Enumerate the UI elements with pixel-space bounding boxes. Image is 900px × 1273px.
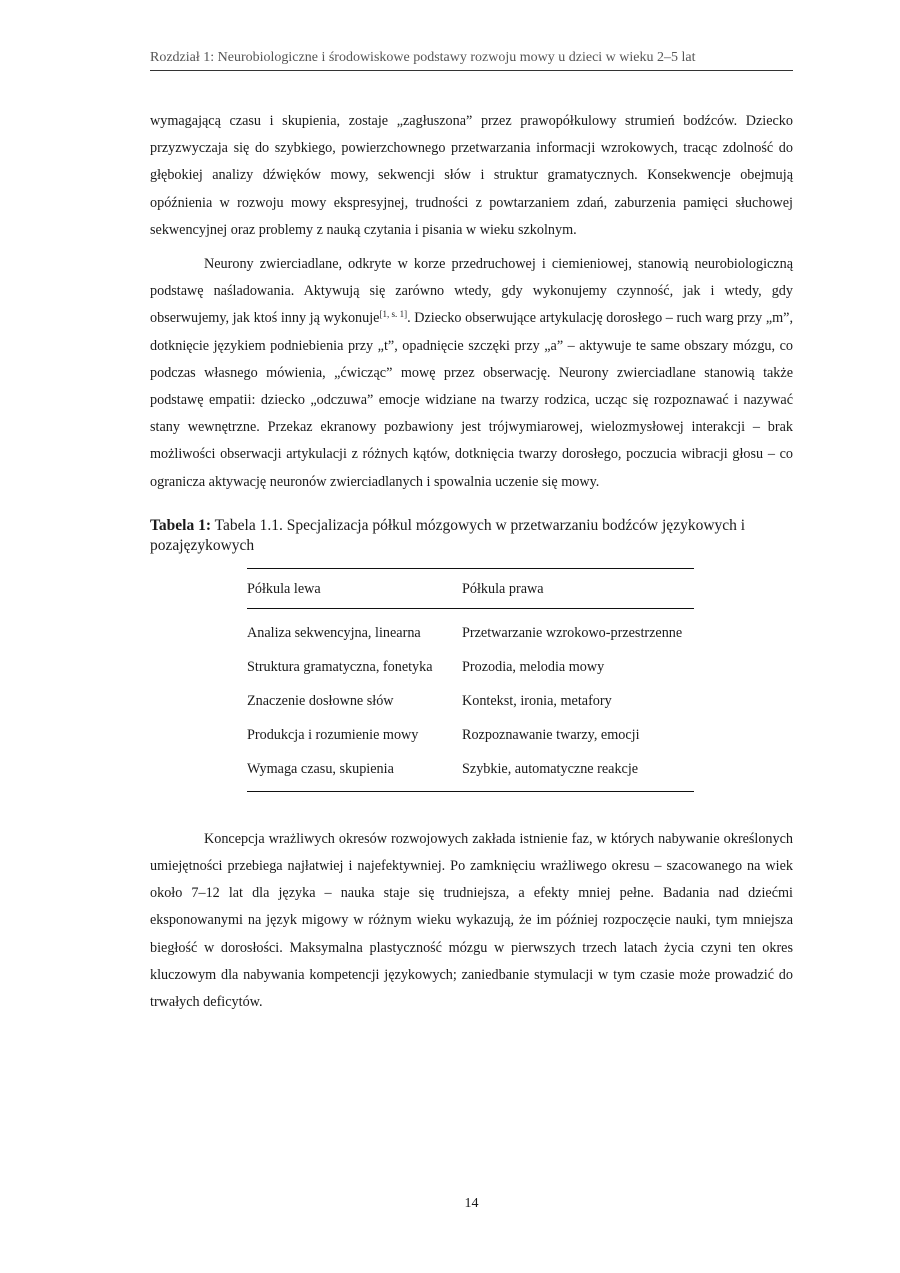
table-cell: Przetwarzanie wzrokowo-przestrzenne — [462, 625, 683, 642]
table-row — [247, 651, 694, 685]
table-cell: Produkcja i rozumienie mowy — [247, 727, 419, 744]
table-header-row — [247, 568, 694, 608]
table-cell: Struktura gramatyczna, fonetyka — [247, 659, 433, 676]
body-text — [150, 108, 793, 1016]
paragraph-sensitive-periods: Koncepcja wrażliwych okresów rozwojowych zakłada istnienie faz, w których nabywanie określonych umiejętności przebiega najłatwiej i najefektywniej. Po zamknięciu wrażliwego okresu – szacowanego na wiek około 7–12 lat dla języka – nauka staje się trudniejsza, a efekty mniej pełne. Badania nad dziećmi eksponowanymi na język migowy w różnym wieku wykazują, że im później rozpoczęcie nauki, tym mniejsza biegłość w dorosłości. Maksymalna plastyczność mózgu w pierwszych trzech latach życia czyni ten okres kluczowym dla nabywania kompetencji językowych; zaniedbanie stymulacji w tym czasie może prowadzić do trwałych deficytów. — [150, 830, 793, 1011]
table-row — [247, 753, 694, 792]
citation: [1, s. 1] — [379, 309, 408, 320]
table-cell: Znaczenie dosłowne słów — [247, 693, 394, 710]
table-row — [247, 719, 694, 753]
table-caption-label: Tabela 1: — [150, 516, 212, 534]
column-header-left: Półkula lewa — [247, 568, 462, 608]
paragraph-mirror-neurons — [150, 251, 793, 496]
paragraph-text: Neurony zwierciadlane, odkryte w korze przedruchowej i ciemieniowej, stanowią neurobiologiczną podstawę naśladowania. Aktywują się zarówno wtedy, gdy wykonujemy czynność, jak i wtedy, gdy obserwujemy, jak ktoś inny ją wykonuje — [150, 256, 793, 327]
running-header: Rozdział 1: Neurobiologiczne i środowiskowe podstawy rozwoju mowy u dzieci w wieku 2–5 lat — [150, 50, 793, 71]
table-caption — [150, 516, 793, 556]
hemisphere-table — [247, 568, 694, 792]
table-cell: Rozpoznawanie twarzy, emocji — [462, 727, 640, 744]
column-header-right: Półkula prawa — [462, 568, 694, 608]
table-cell: Analiza sekwencyjna, linearna — [247, 625, 421, 642]
paragraph-continuation: wymagającą czasu i skupienia, zostaje „zagłuszona” przez prawopółkulowy strumień bodźców. Dziecko przyzwyczaja się do szybkiego, powierzchownego przetwarzania informacji wzrokowych, tracąc zdolność do głębokiej analizy dźwięków mowy, sekwencji słów i struktur gramatycznych. Konsekwencje obejmują opóźnienia w rozwoju mowy ekspresyjnej, trudności z powtarzaniem zdań, zaburzenia pamięci słuchowej sekwencyjnej oraz problemy z nauką czytania i pisania w wieku szkolnym. — [150, 113, 793, 238]
table-cell: Szybkie, automatyczne reakcje — [462, 753, 694, 792]
paragraph-text: . Dziecko obserwujące artykulację dorosłego – ruch warg przy „m”, dotknięcie językiem podniebienia przy „t”, opadnięcie szczęki przy „a” – aktywuje te same obszary mózgu, co podczas własnego mówienia, „ćwicząc” mowę przez obserwację. Neurony zwierciadlane stanowią także podstawę empatii: dziecko „odczuwa” emocje widziane na twarzy rodzica, ucząc się rozpoznawać i nazywać stany wewnętrzne. Przekaz ekranowy pozbawiony jest trójwymiarowej, wielozmysłowej interakcji – brak możliwości obserwacji artykulacji z różnych kątów, dotknięcia twarzy dorosłego, poczucia wibracji głosu – co ogranicza aktywację neuronów zwierciadlanych i spowalnia uczenie się mowy. — [150, 310, 793, 490]
table-cell: Kontekst, ironia, metafory — [462, 693, 612, 710]
table-cell: Prozodia, melodia mowy — [462, 659, 605, 676]
table-caption-text: Tabela 1.1. Specjalizacja półkul mózgowych w przetwarzaniu bodźców językowych i pozajęzykowych — [150, 516, 746, 554]
table-cell: Wymaga czasu, skupienia — [247, 753, 462, 792]
table-row — [247, 685, 694, 719]
table-row — [247, 608, 694, 651]
page-number: 14 — [464, 1196, 479, 1211]
